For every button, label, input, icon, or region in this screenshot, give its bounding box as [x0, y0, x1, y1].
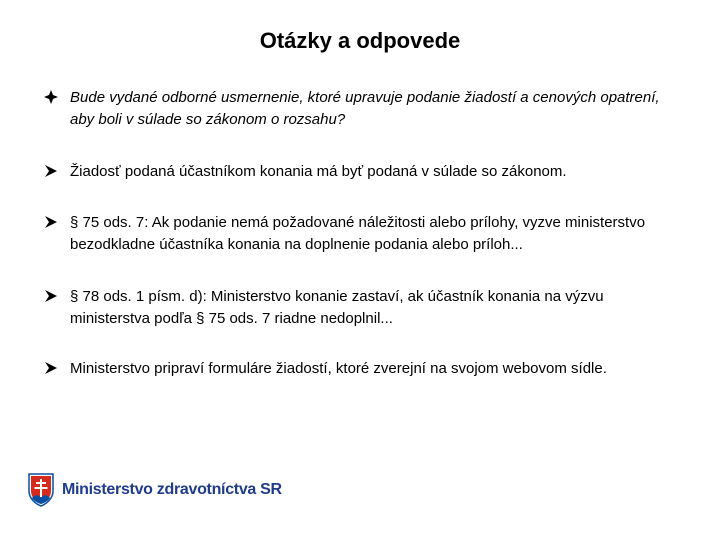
bullet-text: Žiadosť podaná účastníkom konania má byť podaná v súlade so zákonom.	[70, 163, 567, 180]
bullet-answer-4	[44, 358, 684, 380]
arrow-icon	[44, 215, 58, 229]
bullet-text: § 75 ods. 7: Ak podanie nemá požadované náležitosti alebo prílohy, vyzve ministerstvo bezodkladne účastníka konania na doplnenie podania alebo príloh...	[70, 214, 646, 253]
slide-title: Otázky a odpovede	[259, 28, 461, 53]
bullet-text: Bude vydané odborné usmernenie, ktoré upravuje podanie žiadostí a cenových opatrení, aby boli v súlade so zákonom o rozsahu?	[70, 89, 660, 128]
arrow-icon	[44, 289, 58, 303]
bullet-question	[44, 87, 684, 131]
bullet-text: Ministerstvo pripraví formuláre žiadostí, ktoré zverejní na svojom webovom sídle.	[70, 360, 607, 377]
ministry-logo	[28, 472, 282, 508]
arrow-icon	[44, 164, 58, 178]
arrow-bullet	[44, 212, 64, 234]
ministry-name: Ministerstvo zdravotníctva SR	[62, 481, 282, 498]
arrow-bullet	[44, 358, 64, 380]
bullet-answer-3	[44, 286, 684, 330]
slovak-emblem-icon	[28, 473, 54, 507]
bullet-answer-2	[44, 212, 684, 256]
arrow-bullet	[44, 161, 64, 183]
arrow-bullet	[44, 286, 64, 308]
diamond-icon	[44, 90, 58, 104]
arrow-icon	[44, 361, 58, 375]
bullet-text: § 78 ods. 1 písm. d): Ministerstvo konanie zastaví, ak účastník konania na výzvu ministerstva podľa § 75 ods. 7 riadne nedoplnil...	[70, 288, 604, 327]
diamond-bullet	[44, 87, 64, 109]
bullet-answer-1	[44, 161, 684, 183]
